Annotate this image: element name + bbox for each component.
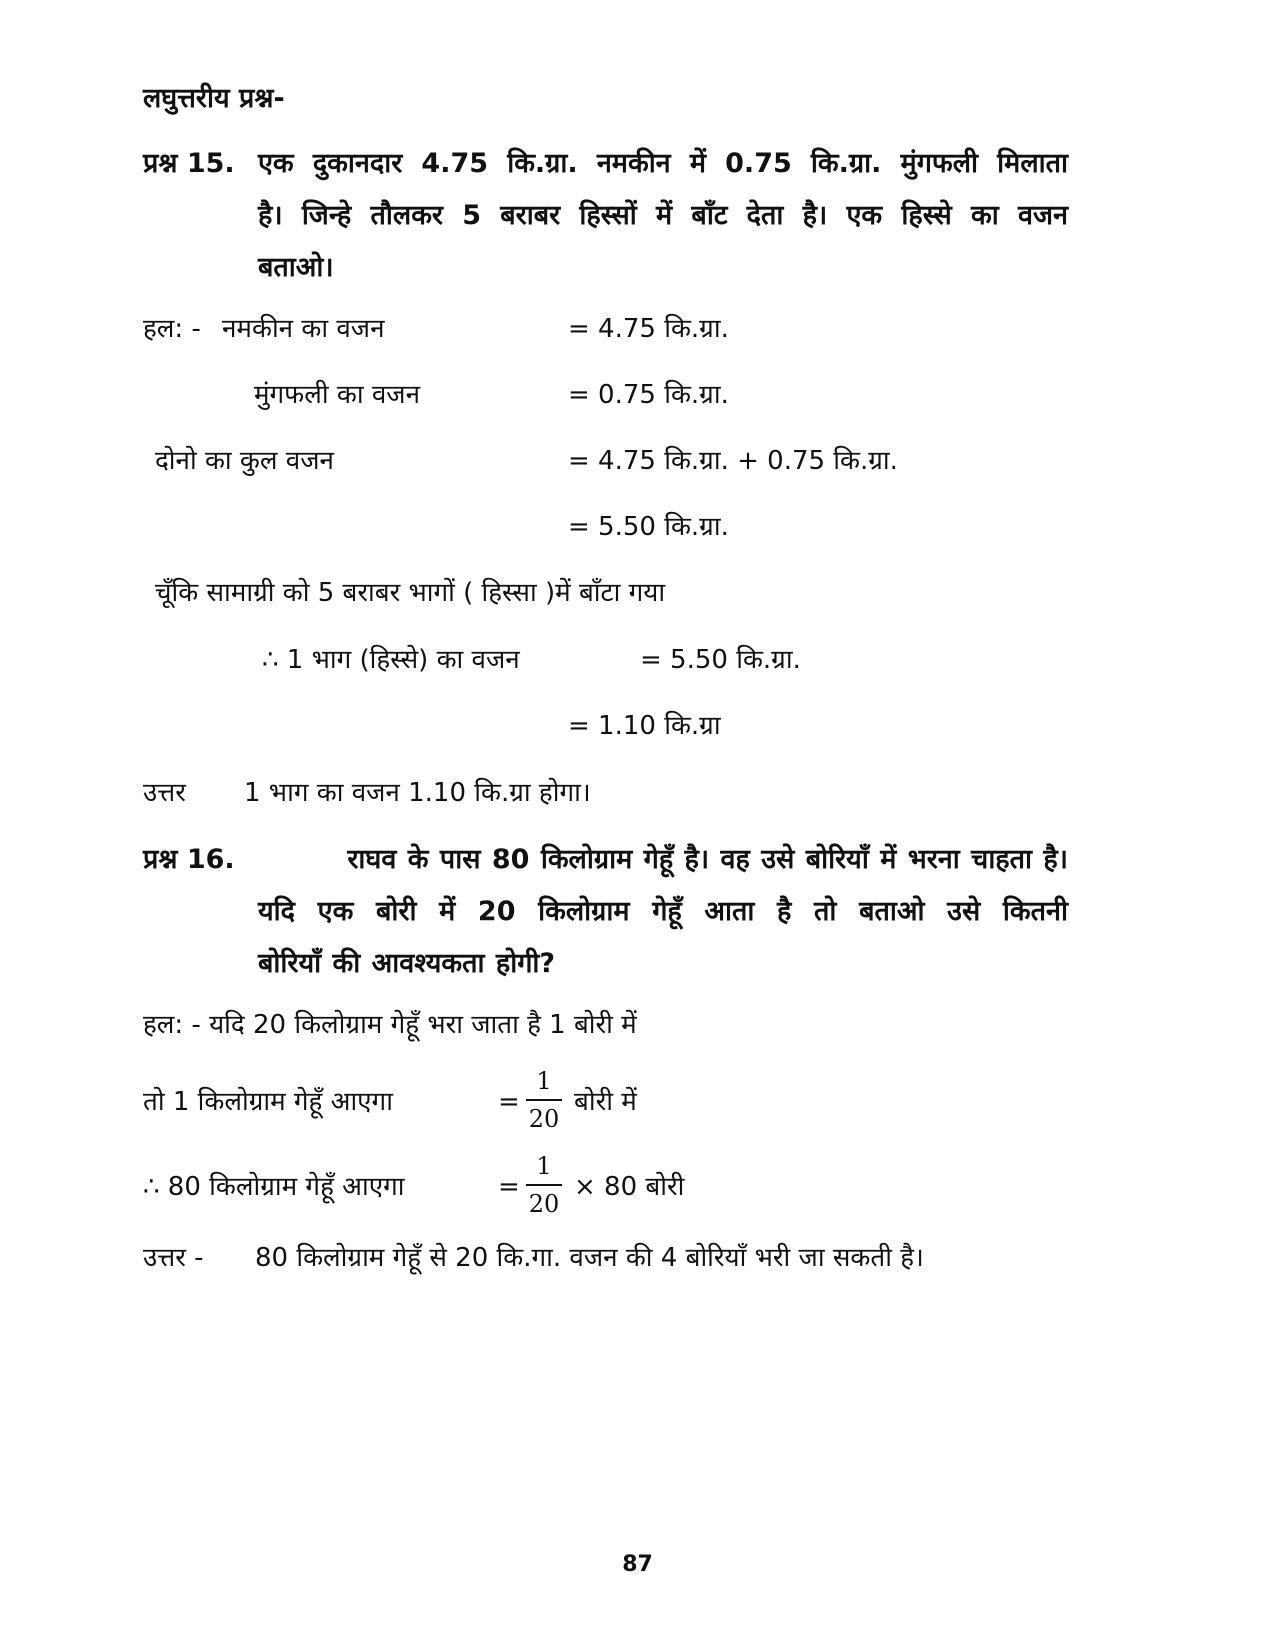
- fraction-bar: [526, 1099, 562, 1101]
- solution-16-step-2-equals: =: [498, 1172, 520, 1202]
- answer-15-text: 1 भाग का वजन 1.10 कि.ग्रा होगा।: [244, 778, 591, 808]
- section-heading: लघुत्तरीय प्रश्न-: [143, 83, 285, 114]
- solution-16-step-1-label: तो 1 किलोग्राम गेहूँ आएगा: [143, 1087, 393, 1117]
- solution-15-row-1-value: = 4.75 कि.ग्रा.: [568, 314, 729, 344]
- question-16-text: [258, 834, 1068, 990]
- solution-15-row-3-label: दोनो का कुल वजन: [155, 446, 334, 476]
- solution-15-prefix: हल: -: [143, 314, 201, 344]
- answer-16-label: उत्तर -: [143, 1243, 204, 1273]
- answer-15-label: उत्तर: [143, 778, 186, 808]
- solution-15-row-4-value: = 5.50 कि.ग्रा.: [568, 512, 729, 542]
- solution-15-therefore-value: = 5.50 कि.ग्रा.: [640, 645, 801, 675]
- solution-16-line: हल: - यदि 20 किलोग्राम गेहूँ भरा जाता है 1 बोरी में: [143, 1010, 637, 1040]
- solution-15-row-1-label: नमकीन का वजन: [222, 314, 385, 344]
- question-15-line-3: बताओ।: [258, 252, 334, 283]
- solution-16-step-1-equals: =: [498, 1087, 520, 1117]
- question-16-line-3: बोरियाँ की आवश्यकता होगी?: [258, 948, 556, 979]
- solution-15-row-2-label: मुंगफली का वजन: [254, 380, 421, 410]
- fraction-one-twentieth-2: [526, 1152, 562, 1218]
- fraction-bar: [526, 1184, 562, 1186]
- answer-16-text: 80 किलोग्राम गेहूँ से 20 कि.गा. वजन की 4 बोरियाँ भरी जा सकती है।: [255, 1243, 924, 1273]
- solution-15-therefore-label: ∴ 1 भाग (हिस्से) का वजन: [262, 645, 520, 675]
- fraction-denominator: 20: [528, 1190, 560, 1218]
- question-15-label: प्रश्न 15.: [143, 148, 235, 179]
- question-16-line-1: राघव के पास 80 किलोग्राम गेहूँ है। वह उसे बोरियाँ में भरना चाहता है।: [347, 844, 1068, 875]
- question-15-text: [258, 138, 1068, 294]
- question-15-line-1: एक दुकानदार 4.75 कि.ग्रा. नमकीन में 0.75 कि.ग्रा. मुंगफली मिलाता: [258, 148, 1068, 179]
- solution-16-step-2-suffix: × 80 बोरी: [574, 1172, 685, 1202]
- question-15-line-2: है। जिन्हे तौलकर 5 बराबर हिस्सों में बाँट देता है। एक हिस्से का वजन: [258, 200, 1068, 231]
- fraction-denominator: 20: [528, 1105, 560, 1133]
- fraction-numerator: 1: [536, 1152, 552, 1180]
- solution-16-step-1-suffix: बोरी में: [574, 1087, 637, 1117]
- solution-16-step-2-label: ∴ 80 किलोग्राम गेहूँ आएगा: [143, 1172, 405, 1202]
- solution-15-row-3-value: = 4.75 कि.ग्रा. + 0.75 कि.ग्रा.: [568, 446, 898, 476]
- question-16-label: प्रश्न 16.: [143, 844, 235, 875]
- solution-15-since-line: चूँकि सामाग्री को 5 बराबर भागों ( हिस्सा )में बाँटा गया: [155, 578, 666, 608]
- question-16-line-2: यदि एक बोरी में 20 किलोग्राम गेहूँ आता है तो बताओ उसे कितनी: [258, 896, 1068, 927]
- fraction-one-twentieth: [526, 1067, 562, 1133]
- page-number: 87: [622, 1552, 653, 1577]
- solution-15-row-2-value: = 0.75 कि.ग्रा.: [568, 380, 729, 410]
- solution-15-result-value: = 1.10 कि.ग्रा: [568, 711, 721, 741]
- fraction-numerator: 1: [536, 1067, 552, 1095]
